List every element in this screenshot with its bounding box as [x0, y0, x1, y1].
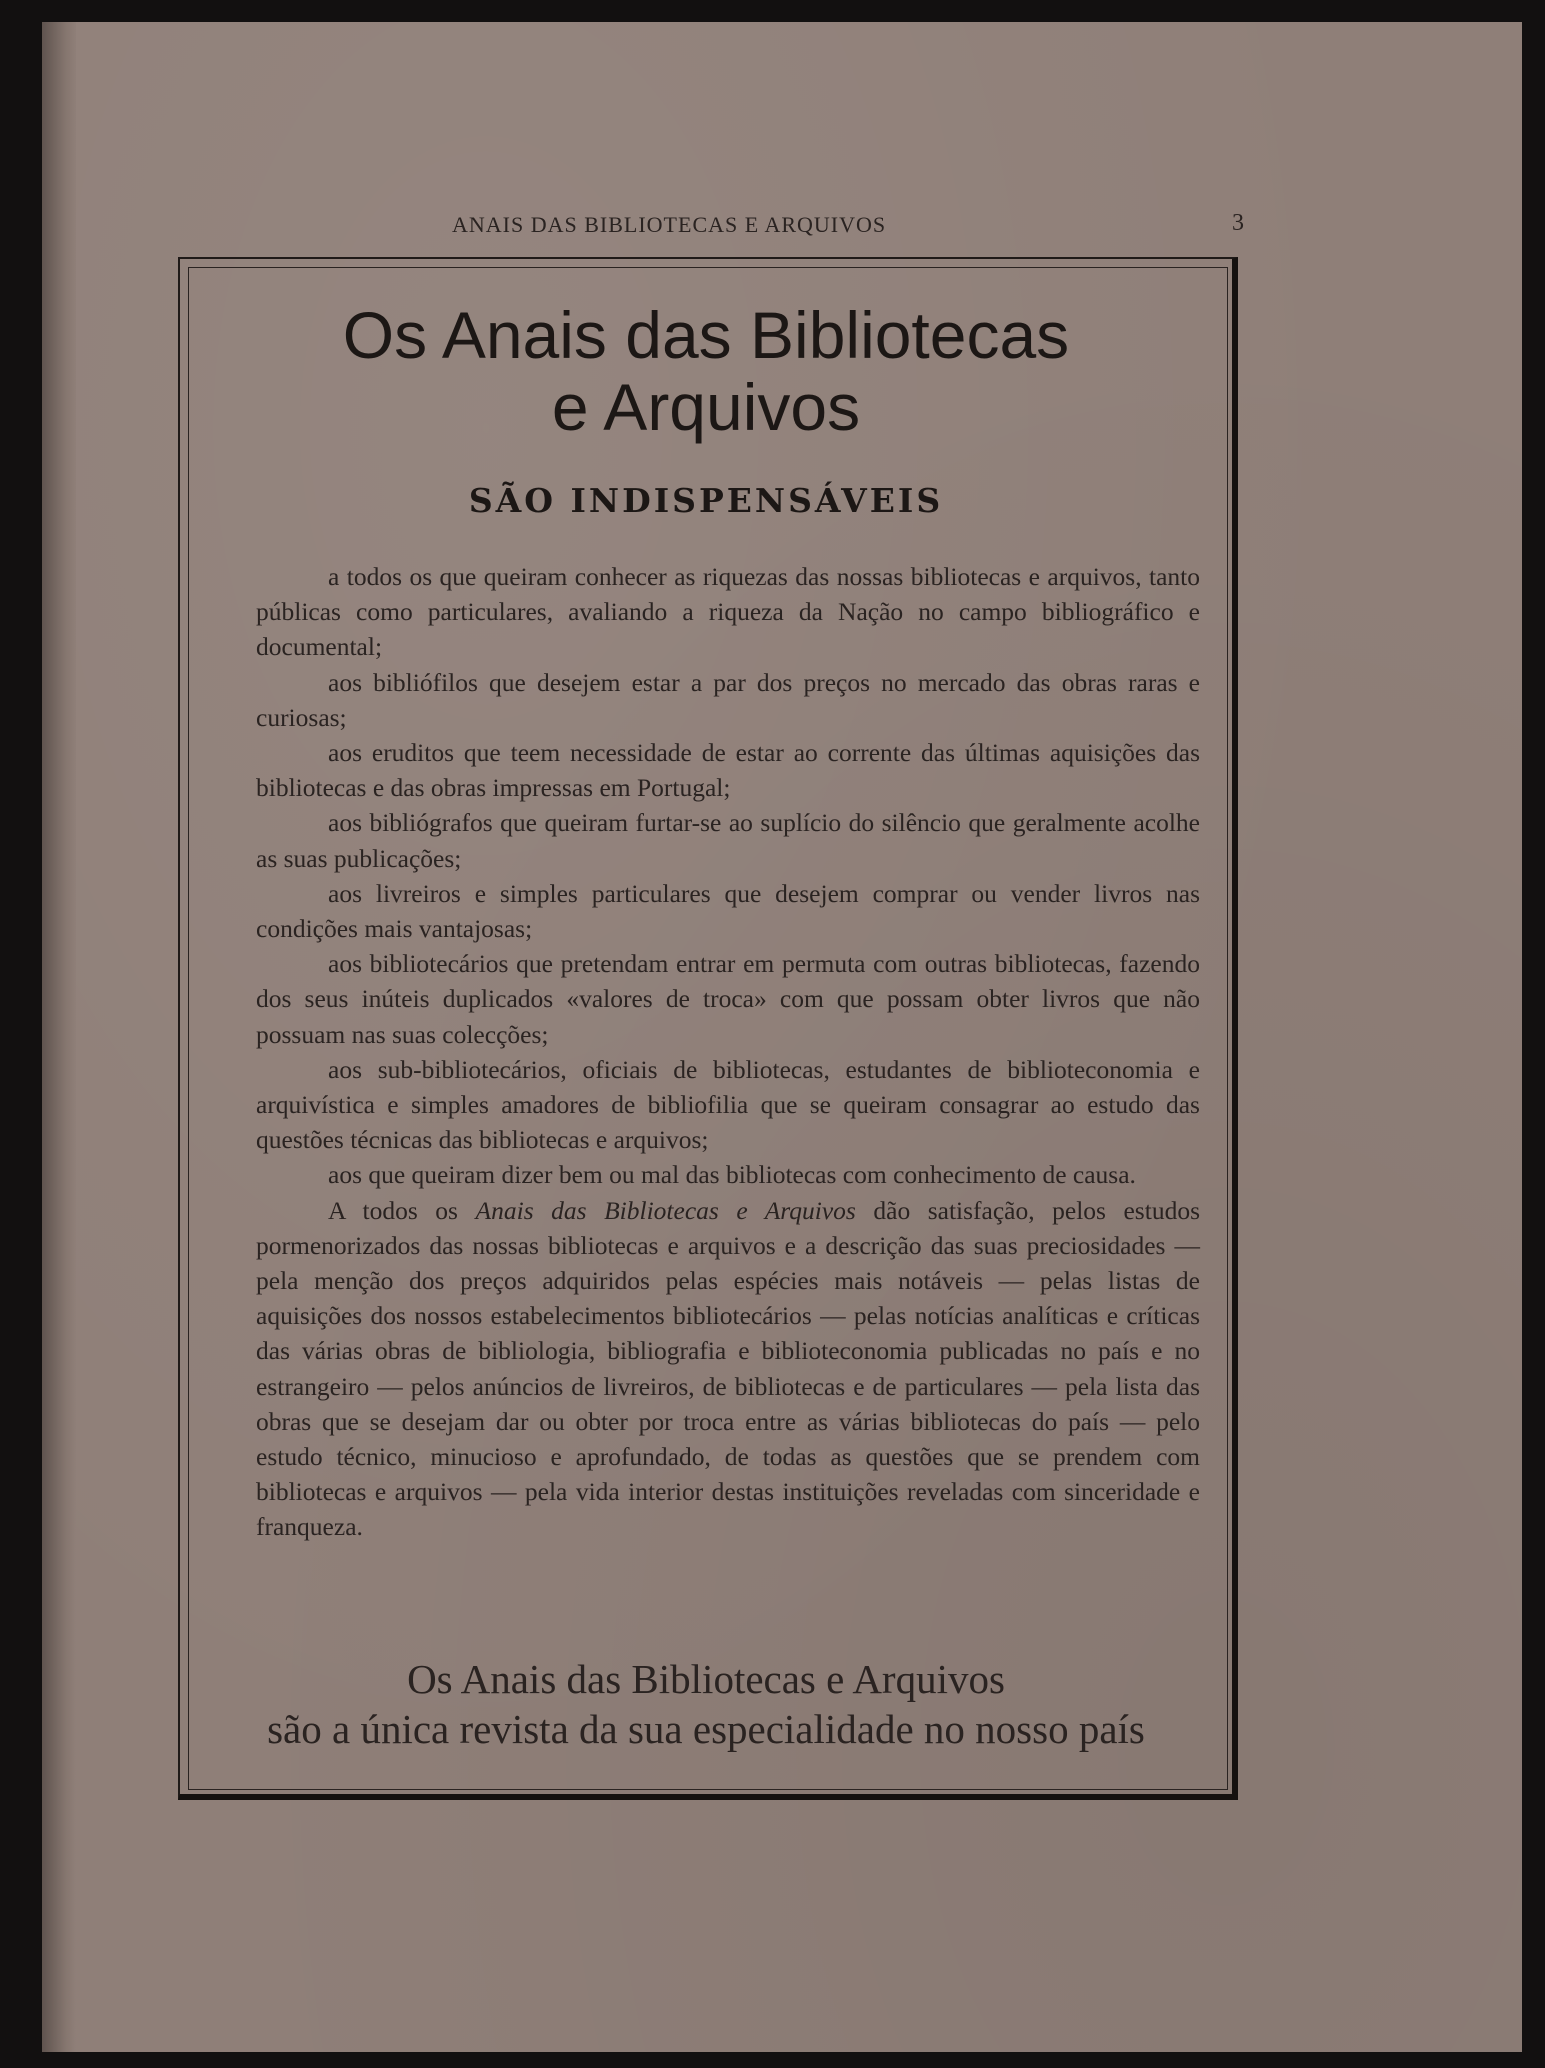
- advert-title-line-2: e Arquivos: [551, 370, 861, 444]
- paragraph: aos bibliófilos que desejem estar a par dos preços no mercado das obras raras e curiosas;: [256, 667, 1200, 732]
- paragraph: aos bibliotecários que pretendam entrar em permuta com outras bibliotecas, fazendo dos seus inúteis duplicados «valores de troca» com que possam obter livros que não possuam nas suas colecções;: [256, 949, 1200, 1049]
- paragraph: aos livreiros e simples particulares que desejem comprar ou vender livros nas condições mais vantajosas;: [256, 878, 1200, 944]
- final-rest: dão satisfação, pelos estudos pormenorizados das nossas bibliotecas e arquivos e a descrição das suas preciosidades — pela menção dos preços adquiridos pelas espécies mais notáveis — pelas listas de aquisições dos nossos estabelecimentos bibliotecários — pelas notícias analíticas e críticas das várias obras de bibliologia, bibliografia e biblioteconomia publicadas no país e no estrangeiro — pelos anúncios de livreiros, de bibliotecas e de particulares — pela lista das obras que se desejam dar ou obter por troca entre as várias bibliotecas do país — pelo estudo técnico, minucioso e aprofundado, de todas as questões que se prendem com bibliotecas e arquivos — pela vida interior destas instituições reveladas com sinceridade e franqueza.: [256, 1195, 1200, 1542]
- final-paragraph: [256, 1193, 1200, 1545]
- advert-title-line-1: Os Anais das Bibliotecas: [342, 298, 1070, 372]
- paragraph: aos eruditos que teem necessidade de estar ao corrente das últimas aquisições das bibliotecas e das obras impressas em Portugal;: [256, 738, 1200, 803]
- advert-body: [256, 559, 1200, 1545]
- advert-closing: [180, 1654, 1232, 1754]
- page-number: 3: [1232, 210, 1244, 236]
- closing-line-2: são a única revista da sua especialidade no nosso país: [267, 1706, 1145, 1752]
- page: [42, 22, 1522, 2052]
- final-intro: A todos os: [328, 1195, 458, 1225]
- advert-subtitle: SÃO INDISPENSÁVEIS: [468, 481, 944, 520]
- page-spine-shadow: [42, 22, 76, 2052]
- advert-title: [180, 299, 1232, 443]
- final-journal-title: Anais das Bibliotecas e Arquivos: [475, 1195, 856, 1225]
- running-head: ANAIS DAS BIBLIOTECAS E ARQUIVOS: [452, 212, 887, 237]
- paragraph: a todos os que queiram conhecer as riquezas das nossas bibliotecas e arquivos, tanto públicas como particulares, avaliando a riqueza da Nação no campo bibliográfico e documental;: [256, 562, 1200, 662]
- closing-line-1: Os Anais das Bibliotecas e Arquivos: [407, 1656, 1005, 1702]
- paragraph: aos bibliógrafos que queiram furtar-se ao suplício do silêncio que geralmente acolhe as suas publicações;: [256, 808, 1200, 873]
- paragraph: aos sub-bibliotecários, oficiais de bibliotecas, estudantes de biblioteconomia e arquivística e simples amadores de bibliofilia que se queiram consagrar ao estudo das questões técnicas das bibliotecas e arquivos;: [256, 1054, 1200, 1155]
- advert-frame: [178, 257, 1238, 1800]
- paragraph: aos que queiram dizer bem ou mal das bibliotecas com conhecimento de causa.: [328, 1160, 1136, 1190]
